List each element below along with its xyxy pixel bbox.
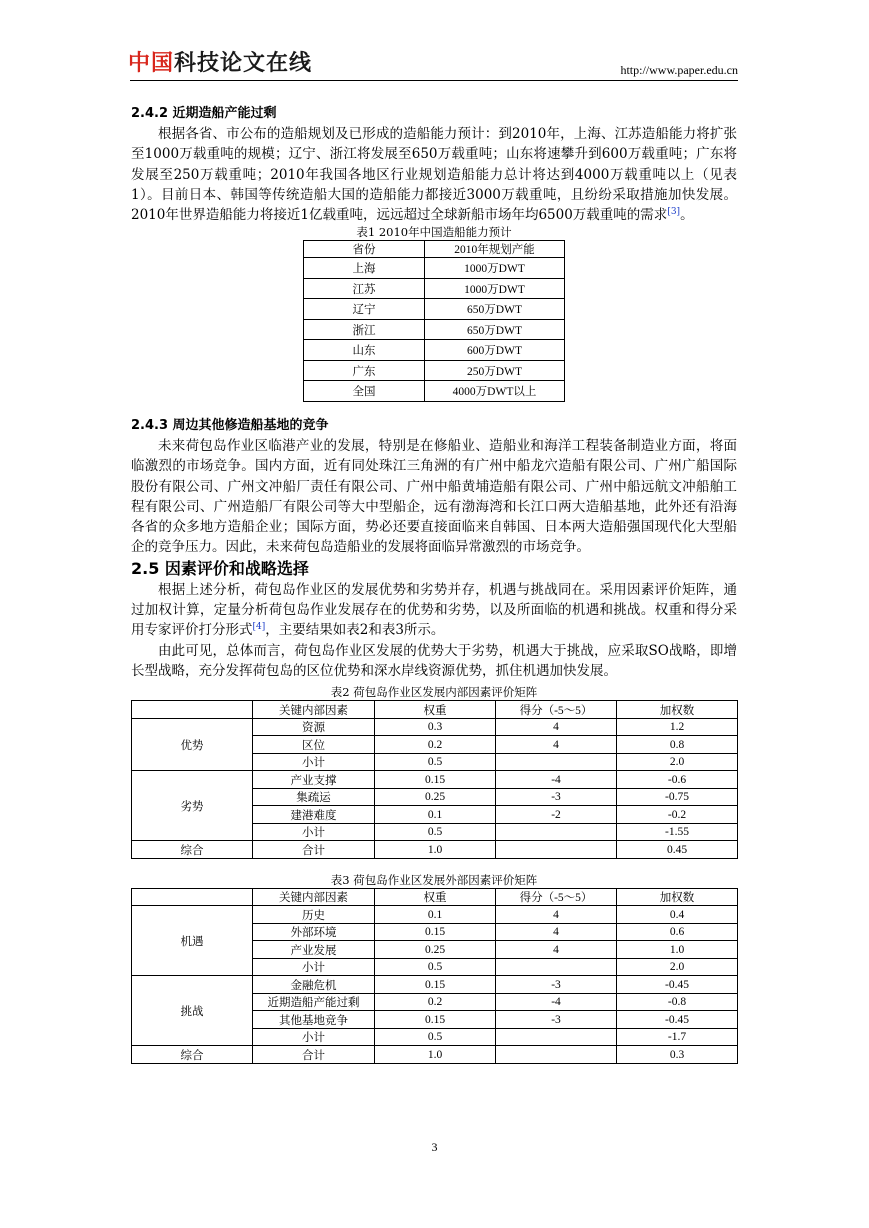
table-row	[132, 718, 738, 736]
table-cell: 合计	[253, 1046, 375, 1064]
table-row	[304, 340, 565, 361]
table-cell: 0.6	[617, 923, 738, 941]
table-row	[304, 381, 565, 402]
table-header-cell: 关键内部因素	[253, 888, 375, 906]
table-cell	[496, 841, 617, 859]
table-cell: 0.15	[375, 976, 496, 994]
table-cell: 历史	[253, 906, 375, 924]
table-cell: 综合	[132, 1046, 253, 1064]
table-cell: 0.25	[375, 788, 496, 806]
table-header-row	[132, 701, 738, 719]
header-divider	[130, 80, 738, 81]
table-row	[132, 976, 738, 994]
site-logo	[128, 52, 312, 76]
table-cell: 建港难度	[253, 806, 375, 824]
table-header-cell: 得分（-5～5）	[496, 888, 617, 906]
table-cell: 4	[496, 906, 617, 924]
table-cell: -1.55	[617, 823, 738, 841]
table-cell: -0.2	[617, 806, 738, 824]
table-cell: 0.3	[375, 718, 496, 736]
paragraph-text: 根据各省、市公布的造船规划及已形成的造船能力预计：到2010年，上海、江苏造船能力将扩张至1000万载重吨的规模；辽宁、浙江将发展至650万载重吨；山东将速攀升到600万载重吨；广东将发展至250万载重吨；2010年我国各地区行业规划造船能力总计将达到4000万载重吨以上（见表1）。目前日本、韩国等传统造船大国的造船能力都接近3000万载重吨，且纷纷采取措施加快发展。2010年世界造船能力将接近1亿载重吨，远远超过全球新船市场年均6500万载重吨的需求	[131, 126, 737, 224]
table-cell: 广东	[304, 360, 425, 381]
table-cell: 辽宁	[304, 299, 425, 320]
table1-caption: 表1 2010年中国造船能力预计	[356, 225, 512, 240]
paragraph-tail: 。	[680, 207, 694, 224]
table-cell: -3	[496, 1011, 617, 1029]
table-cell: 1000万DWT	[425, 278, 565, 299]
table-cell: 0.5	[375, 958, 496, 976]
table-cell: 0.45	[617, 841, 738, 859]
table-row	[304, 319, 565, 340]
table-row	[304, 258, 565, 279]
table-cell: 山东	[304, 340, 425, 361]
table-cell: 4	[496, 923, 617, 941]
table-cell: 0.25	[375, 941, 496, 959]
table-cell: 0.2	[375, 736, 496, 754]
table-row	[132, 906, 738, 924]
table-cell: 4	[496, 736, 617, 754]
table-cell: 小计	[253, 958, 375, 976]
section-2-5-title: 2.5 因素评价和战略选择	[131, 558, 309, 578]
table-row	[304, 360, 565, 381]
table-cell: -3	[496, 788, 617, 806]
table-header-cell: 省份	[304, 241, 425, 258]
table-cell: 近期造船产能过剩	[253, 993, 375, 1011]
table3	[131, 888, 738, 1064]
group-label-cell: 机遇	[132, 906, 253, 976]
paragraph-text: 根据上述分析，荷包岛作业区的发展优势和劣势并存，机遇与挑战同在。采用因素评价矩阵，通过加权计算，定量分析荷包岛作业发展存在的优势和劣势，以及所面临的机遇和挑战。权重和得分采用专家评价打分形式	[131, 581, 737, 639]
table-header-cell	[132, 888, 253, 906]
group-label-cell: 挑战	[132, 976, 253, 1046]
section-2-4-3-paragraph: 未来荷包岛作业区临港产业的发展，特别是在修船业、造船业和海洋工程装备制造业方面，将面临激烈的市场竞争。国内方面，近有同处珠江三角洲的有广州中船龙穴造船有限公司、广州广船国际股份有限公司、广州文冲船厂责任有限公司、广州中船黄埔造船有限公司、广州中船远航文冲船舶工程有限公司、广州造船厂有限公司等大中型船企，远有渤海湾和长江口两大造船基地，此外还有沿海各省的众多地方造船企业；国际方面，势必还要直接面临来自韩国、日本两大造船强国现代化大型船企的竞争压力。因此，未来荷包岛造船业的发展将面临异常激烈的市场竞争。	[131, 437, 737, 556]
table-cell: 产业支撑	[253, 771, 375, 789]
table-cell: 金融危机	[253, 976, 375, 994]
section-2-5-paragraph-1	[131, 580, 737, 641]
table-cell: 250万DWT	[425, 360, 565, 381]
page-content	[131, 104, 737, 1064]
table-header-row	[132, 888, 738, 906]
table-cell: -0.75	[617, 788, 738, 806]
table1	[303, 240, 565, 402]
table-cell: 区位	[253, 736, 375, 754]
table-header-cell: 2010年规划产能	[425, 241, 565, 258]
table2	[131, 700, 738, 859]
table-cell: 0.5	[375, 1028, 496, 1046]
table-row	[304, 299, 565, 320]
table-total-row	[132, 841, 738, 859]
table-cell: 浙江	[304, 319, 425, 340]
table-cell: 小计	[253, 753, 375, 771]
table-cell: 4000万DWT以上	[425, 381, 565, 402]
table-cell: 1.0	[617, 941, 738, 959]
table-cell: 0.4	[617, 906, 738, 924]
table-header-cell: 权重	[375, 888, 496, 906]
table-row	[132, 771, 738, 789]
table-cell: -0.8	[617, 993, 738, 1011]
table-cell: -1.7	[617, 1028, 738, 1046]
group-label-cell: 优势	[132, 718, 253, 771]
table-cell: -3	[496, 976, 617, 994]
table-cell: 650万DWT	[425, 299, 565, 320]
table-cell: 1.0	[375, 841, 496, 859]
table-cell: 小计	[253, 823, 375, 841]
table-cell: -4	[496, 993, 617, 1011]
table-cell: 600万DWT	[425, 340, 565, 361]
section-2-4-3-title: 2.4.3 周边其他修造船基地的竞争	[131, 417, 329, 433]
table-cell: 江苏	[304, 278, 425, 299]
table-cell: -0.45	[617, 976, 738, 994]
group-label-cell: 劣势	[132, 771, 253, 841]
table-cell: 1.2	[617, 718, 738, 736]
table-cell: 0.5	[375, 823, 496, 841]
table-cell: 0.15	[375, 771, 496, 789]
table-cell: 0.1	[375, 806, 496, 824]
table-cell: 综合	[132, 841, 253, 859]
header-url[interactable]: http://www.paper.edu.cn	[620, 63, 738, 77]
table-cell: 650万DWT	[425, 319, 565, 340]
logo-text-dark: 科技论文在线	[174, 51, 313, 76]
table-cell	[496, 753, 617, 771]
table-cell: 其他基地竞争	[253, 1011, 375, 1029]
table-cell: -4	[496, 771, 617, 789]
table-cell: 全国	[304, 381, 425, 402]
logo-text-red: 中国	[128, 51, 175, 76]
table-cell: 外部环境	[253, 923, 375, 941]
table-cell: 2.0	[617, 753, 738, 771]
table-header-row	[304, 241, 565, 258]
table-row	[304, 278, 565, 299]
table-header-cell: 得分（-5～5）	[496, 701, 617, 719]
table-cell: 合计	[253, 841, 375, 859]
table-header-cell: 加权数	[617, 701, 738, 719]
table-cell: -0.6	[617, 771, 738, 789]
table-header-cell: 权重	[375, 701, 496, 719]
table-cell: 0.8	[617, 736, 738, 754]
table-cell	[496, 958, 617, 976]
table-header-cell: 关键内部因素	[253, 701, 375, 719]
table-cell: 1.0	[375, 1046, 496, 1064]
page-number: 3	[431, 1140, 438, 1154]
table3-caption: 表3 荷包岛作业区发展外部因素评价矩阵	[330, 872, 538, 887]
section-2-4-2-title: 2.4.2 近期造船产能过剩	[131, 106, 277, 121]
table-cell: 资源	[253, 718, 375, 736]
citation-3[interactable]: [3]	[667, 207, 681, 218]
table-cell: 0.2	[375, 993, 496, 1011]
section-2-5-paragraph-2: 由此可见，总体而言，荷包岛作业区发展的优势大于劣势，机遇大于挑战，应采取SO战略，即增长型战略，充分发挥荷包岛的区位优势和深水岸线资源优势，抓住机遇加快发展。	[131, 642, 737, 679]
table-cell: -0.45	[617, 1011, 738, 1029]
table-cell: 0.3	[617, 1046, 738, 1064]
table-cell	[496, 1046, 617, 1064]
table-header-cell: 加权数	[617, 888, 738, 906]
paragraph-tail: ，主要结果如表2和表3所示。	[265, 622, 445, 639]
citation-4[interactable]: [4]	[252, 622, 266, 633]
table-cell: 4	[496, 718, 617, 736]
table-cell: 产业发展	[253, 941, 375, 959]
table-cell: 集疏运	[253, 788, 375, 806]
table-cell: 2.0	[617, 958, 738, 976]
table-cell: 0.5	[375, 753, 496, 771]
table-cell	[496, 1028, 617, 1046]
table-cell: 0.1	[375, 906, 496, 924]
table-total-row	[132, 1046, 738, 1064]
table2-caption: 表2 荷包岛作业区发展内部因素评价矩阵	[330, 685, 538, 700]
table-cell: -2	[496, 806, 617, 824]
table-cell: 上海	[304, 258, 425, 279]
table-cell: 小计	[253, 1028, 375, 1046]
section-2-4-2-paragraph	[131, 124, 737, 225]
table-cell: 1000万DWT	[425, 258, 565, 279]
table-cell: 4	[496, 941, 617, 959]
table-cell: 0.15	[375, 1011, 496, 1029]
table-cell: 0.15	[375, 923, 496, 941]
table-header-cell	[132, 701, 253, 719]
table-cell	[496, 823, 617, 841]
